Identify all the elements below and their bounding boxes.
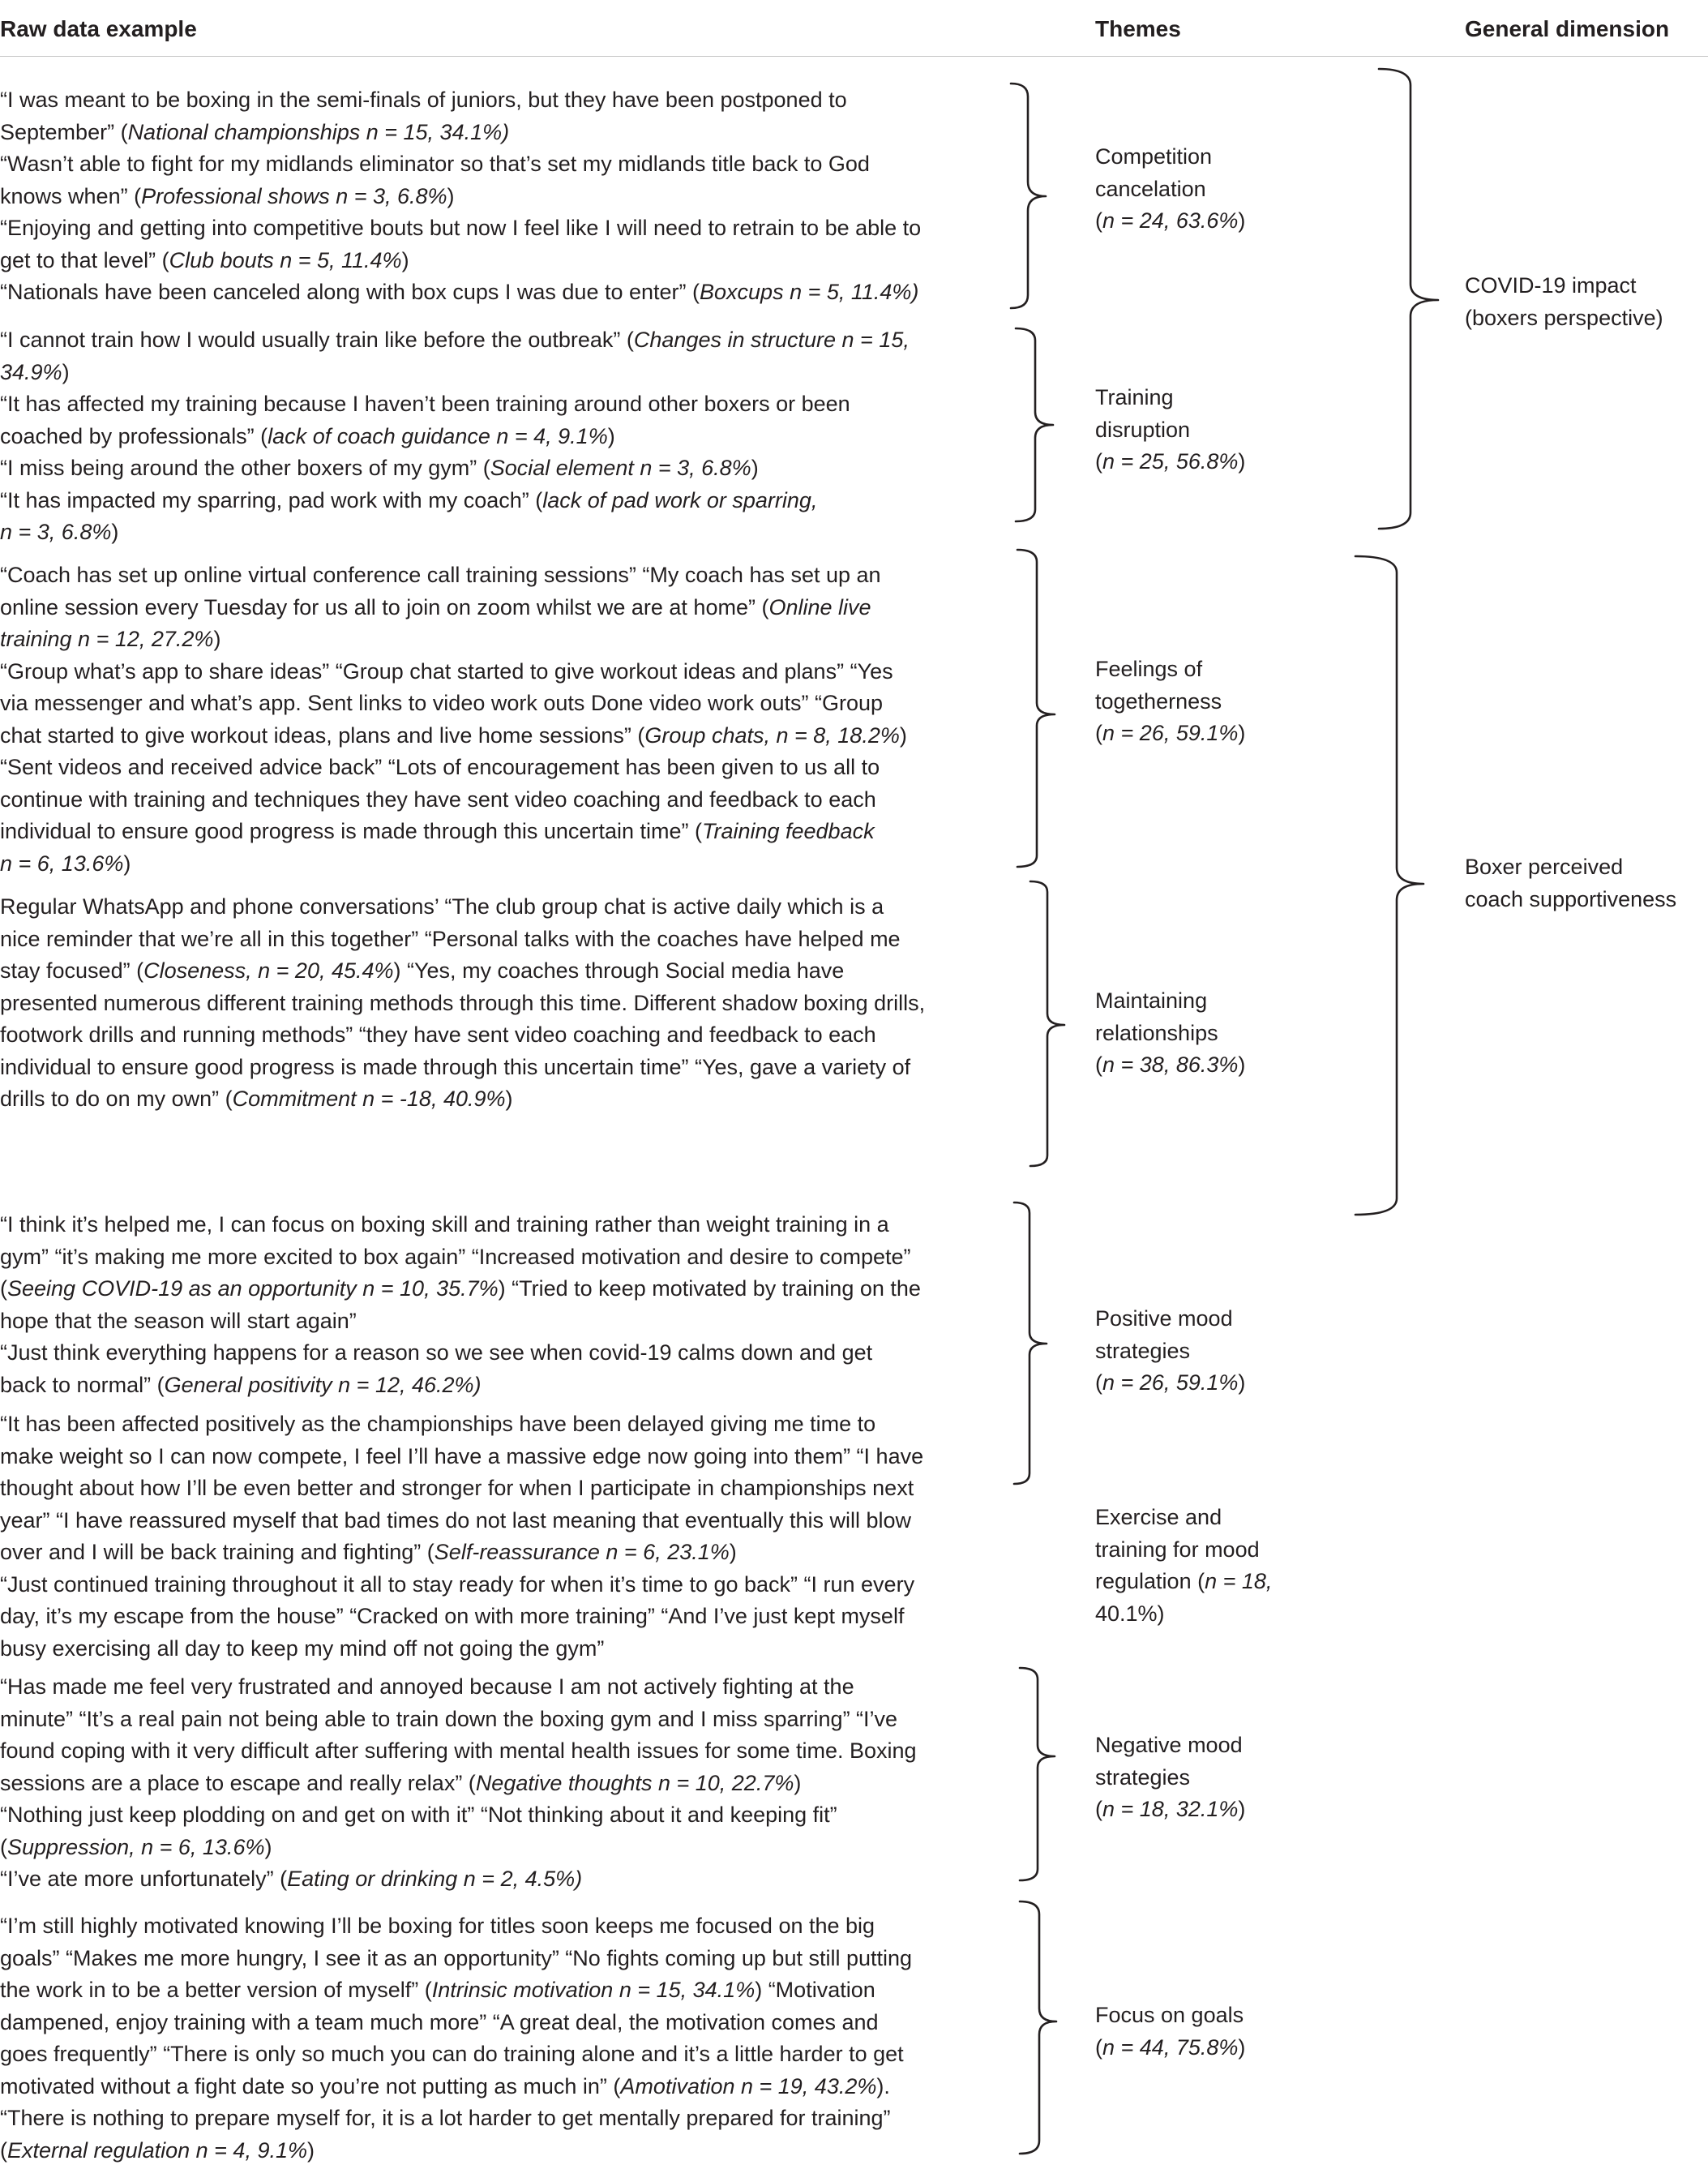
text-segment: day, it’s my escape from the house” “Cracked on with more training” “And I’ve just kept myself [0,1604,905,1628]
text-segment: “Wasn’t able to fight for my midlands eliminator so that’s set my midlands title back to God [0,152,870,176]
text-segment: ( [1095,721,1102,745]
text-segment: ) [123,851,131,876]
text-segment: sessions are a place to escape and really relax” ( [0,1770,476,1795]
italic-segment: Suppression, n = 6, 13.6% [7,1834,265,1859]
text-segment: ) [401,247,409,272]
italic-segment: Social element n = 3, 6.8% [490,456,751,480]
text-segment: “I miss being around the other boxers of my gym” ( [0,456,490,480]
italic-segment: lack of coach guidance n = 4, 9.1% [268,423,608,448]
text-segment: (boxers perspective) [1465,305,1663,330]
text-segment: ) [794,1770,802,1795]
text-segment: Feelings of [1095,657,1203,681]
header-raw-data: Raw data example [0,16,197,41]
text-segment: thought about how I’ll be even better and stronger for when I participate in championships next [0,1476,914,1500]
italic-segment: n = 6, 13.6% [0,851,124,876]
text-segment: ( [1095,208,1102,233]
text-segment: “Just think everything happens for a reason so we see when covid-19 calms down and get [0,1340,873,1365]
text-segment: make weight so I can now compete, I feel I’ll have a massive edge now going into them” “I have [0,1443,924,1468]
text-segment: “Has made me feel very frustrated and annoyed because I am not actively fighting at the [0,1674,854,1699]
italic-segment: General positivity n = 12, 46.2%) [164,1372,482,1397]
text-segment: coach supportiveness [1465,886,1677,911]
text-segment: footwork drills and running methods” “they have sent video coaching and feedback to each [0,1022,876,1047]
text-segment: “Nationals have been canceled along with box cups I was due to enter” ( [0,280,700,304]
italic-segment: Professional shows n = 3, 6.8% [141,183,447,208]
italic-segment: n = 3, 6.8% [0,520,112,544]
text-segment: Exercise and [1095,1505,1222,1529]
text-segment: ) [306,2137,315,2163]
text-segment: ) [62,359,70,384]
text-segment: training for mood [1095,1537,1260,1562]
italic-segment: n = 24, 63.6% [1102,208,1239,233]
italic-segment: Amotivation n = 19, 43.2% [620,2073,877,2098]
text-segment: drills to do on my own” ( [0,1087,233,1111]
text-segment: goals” “Makes me more hungry, I see it as an opportunity” “No fights coming up but still putting [0,1945,913,1970]
text-segment: “It has impacted my sparring, pad work with my coach” ( [0,487,543,512]
text-segment: ) [1238,2034,1246,2060]
bracket-training-disruption [1016,328,1053,521]
italic-segment: Self-reassurance n = 6, 23.1% [434,1540,730,1564]
text-segment: “I’m still highly motivated knowing I’ll be boxing for titles soon keeps me focused on the big [0,1914,875,1938]
italic-segment: Eating or drinking n = 2, 4.5%) [287,1867,583,1891]
italic-segment: Closeness, n = 20, 45.4% [143,958,394,983]
text-segment: stay focused” ( [0,958,144,983]
text-segment: “I cannot train how I would usually train like before the outbreak” ( [0,328,634,352]
text-segment: gym” “it’s making me more excited to box again” “Increased motivation and desire to compete” [0,1244,911,1269]
italic-segment: Online live [768,594,871,619]
text-segment: ( [1095,449,1102,474]
italic-segment: n = 26, 59.1% [1102,721,1239,745]
italic-segment: n = 25, 56.8% [1102,449,1239,474]
text-segment: ) [264,1834,272,1859]
text-segment: relationships [1095,1020,1218,1045]
text-segment: ) [899,722,907,748]
header-themes: Themes [1095,16,1181,41]
text-segment: knows when” ( [0,183,142,208]
text-segment: strategies [1095,1338,1191,1363]
text-segment: ) [607,423,615,448]
text-segment: September” ( [0,119,128,144]
text-segment: year” “I have reassured myself that bad times do not last meaning that eventually this will blow [0,1507,912,1533]
text-segment: ) “Motivation [755,1978,875,2002]
bracket-coach-supportiveness [1355,556,1423,1215]
text-segment: “It has been affected positively as the championships have been delayed giving me time to [0,1412,876,1436]
text-segment: disruption [1095,417,1191,442]
text-segment: “Coach has set up online virtual conference call training sessions” “My coach has set up an [0,563,881,587]
text-segment: hope that the season will start again” [0,1308,357,1333]
text-segment: Negative mood [1095,1733,1243,1757]
text-segment: 40.1%) [1095,1601,1165,1626]
text-segment: ( [0,2137,7,2163]
bracket-focus-on-goals [1020,1901,1056,2154]
bracket-competition-cancelation [1011,84,1046,308]
text-segment: over and I will be back training and fighting” ( [0,1540,434,1564]
text-segment: ( [0,1276,7,1301]
text-segment: chat started to give workout ideas, plans and live home sessions” ( [0,722,645,748]
text-segment: Boxer perceived [1465,855,1624,879]
text-segment: “I’ve ate more unfortunately” ( [0,1867,288,1891]
text-segment: ( [1095,1370,1102,1395]
header-general-dimension: General dimension [1465,16,1670,41]
text-segment: goes frequently” “There is only so much you can do training alone and it’s a little harder to get [0,2042,904,2066]
italic-segment: n = 44, 75.8% [1102,2034,1239,2060]
italic-segment: Changes in structure n = 15, [633,328,910,352]
italic-segment: n = 26, 59.1% [1102,1370,1239,1395]
text-segment: nice reminder that we’re all in this together” “Personal talks with the coaches have helped me [0,926,901,951]
text-segment: get to that level” ( [0,247,169,272]
bracket-feelings-of-togetherness [1017,550,1055,867]
text-segment: ) [505,1087,513,1111]
text-segment: cancelation [1095,176,1206,201]
text-segment: presented numerous different training methods through this time. Different shadow boxing drills, [0,990,926,1015]
italic-segment: Group chats, n = 8, 18.2% [644,722,900,748]
italic-segment: Commitment n = -18, 40.9% [232,1087,506,1111]
text-segment: ) [751,456,759,480]
italic-segment: lack of pad work or sparring, [542,487,818,512]
italic-segment: 34.9% [0,359,62,384]
text-segment: ). [876,2073,890,2098]
text-segment: ) [1238,1370,1246,1395]
text-segment: ) [729,1540,737,1564]
text-segment: minute” “It’s a real pain not being able to train down the boxing gym and I miss sparring” “I’ve [0,1706,898,1731]
text-segment: motivated without a fight date so you’re not putting as much in” ( [0,2073,621,2098]
text-segment: “Enjoying and getting into competitive bouts but now I feel like I will need to retrain to be able to [0,216,922,240]
text-segment: strategies [1095,1764,1191,1790]
italic-segment: Boxcups n = 5, 11.4%) [700,280,919,304]
text-segment: “Sent videos and received advice back” “Lots of encouragement has been given to us all to [0,755,880,779]
text-segment: ( [1095,2034,1102,2060]
text-segment: “There is nothing to prepare myself for, it is a lot harder to get mentally prepared for training” [0,2106,891,2130]
italic-segment: National championships n = 15, 34.1%) [127,119,510,144]
text-segment: ) [111,520,119,544]
text-segment: back to normal” ( [0,1372,165,1397]
text-segment: ) [1238,1052,1246,1077]
text-segment: COVID-19 impact [1465,273,1637,298]
italic-segment: training n = 12, 27.2% [0,627,214,651]
text-segment: “I think it’s helped me, I can focus on boxing skill and training rather than weight training in a [0,1212,889,1237]
text-segment: ( [1095,1797,1102,1821]
text-segment: ) [1238,449,1246,474]
bracket-covid-impact [1379,69,1438,529]
text-segment: “I was meant to be boxing in the semi-finals of juniors, but they have been postponed to [0,88,847,112]
text-segment: “Group what’s app to share ideas” “Group chat started to give workout ideas and plans” “Yes [0,658,893,684]
text-segment: dampened, enjoy training with a team much more” “A great deal, the motivation comes and [0,2009,879,2034]
italic-segment: Intrinsic motivation n = 15, 34.1% [431,1978,756,2002]
text-segment: individual to ensure good progress is made through this uncertain time” “Yes, gave a variety of [0,1054,911,1079]
text-segment: online session every Tuesday for us all to join on zoom whilst we are at home” ( [0,594,769,619]
italic-segment: Training feedback [701,819,875,843]
text-segment: “Nothing just keep plodding on and get on with it” “Not thinking about it and keeping fit” [0,1803,837,1827]
text-segment: ) [1238,208,1246,233]
italic-segment: External regulation n = 4, 9.1% [7,2137,307,2163]
italic-segment: n = 38, 86.3% [1102,1052,1239,1077]
text-segment: regulation ( [1095,1569,1205,1593]
text-segment: Training [1095,385,1174,409]
italic-segment: Seeing COVID-19 as an opportunity n = 10, 35.7% [7,1276,499,1301]
text-segment: via messenger and what’s app. Sent links to video work outs Done video work outs” “Group [0,691,884,715]
text-segment: ) [1238,721,1246,745]
italic-segment: Club bouts n = 5, 11.4% [169,247,402,272]
italic-segment: n = 18, [1205,1569,1273,1593]
text-segment: Competition [1095,144,1213,169]
text-segment: ( [1095,1052,1102,1077]
text-segment: “Just continued training throughout it all to stay ready for when it’s time to go back” “I run every [0,1571,915,1597]
text-segment: Regular WhatsApp and phone conversations’ “The club group chat is active daily which is a [0,894,884,919]
bracket-maintaining-relationships [1030,881,1064,1166]
text-segment: “It has affected my training because I haven’t been training around other boxers or been [0,392,850,416]
text-segment: coached by professionals” ( [0,423,268,448]
text-segment: Positive mood [1095,1306,1233,1331]
text-segment: ) [213,627,221,651]
text-segment: ) “Tried to keep motivated by training on the [498,1276,921,1301]
text-segment: Focus on goals [1095,2003,1244,2027]
text-segment: Maintaining [1095,988,1208,1013]
text-segment: ( [0,1834,7,1859]
text-segment: togetherness [1095,688,1222,714]
text-segment: found coping with it very difficult after suffering with mental health issues for some time. Boxing [0,1738,917,1763]
text-segment: continue with training and techniques they have sent video coaching and feedback to each [0,787,876,812]
text-segment: the work in to be a better version of myself” ( [0,1978,432,2002]
bracket-negative-mood-strategies [1020,1668,1055,1880]
text-segment: ) “Yes, my coaches through Social media have [393,958,845,983]
italic-segment: Negative thoughts n = 10, 22.7% [475,1770,794,1795]
text-segment: individual to ensure good progress is made through this uncertain time” ( [0,819,702,843]
text-segment: ) [1238,1797,1246,1821]
text-segment: ) [447,183,455,208]
bracket-positive-mood-strategies [1014,1202,1047,1484]
italic-segment: n = 18, 32.1% [1102,1797,1239,1821]
text-segment: busy exercising all day to keep my mind off not going the gym” [0,1635,605,1661]
